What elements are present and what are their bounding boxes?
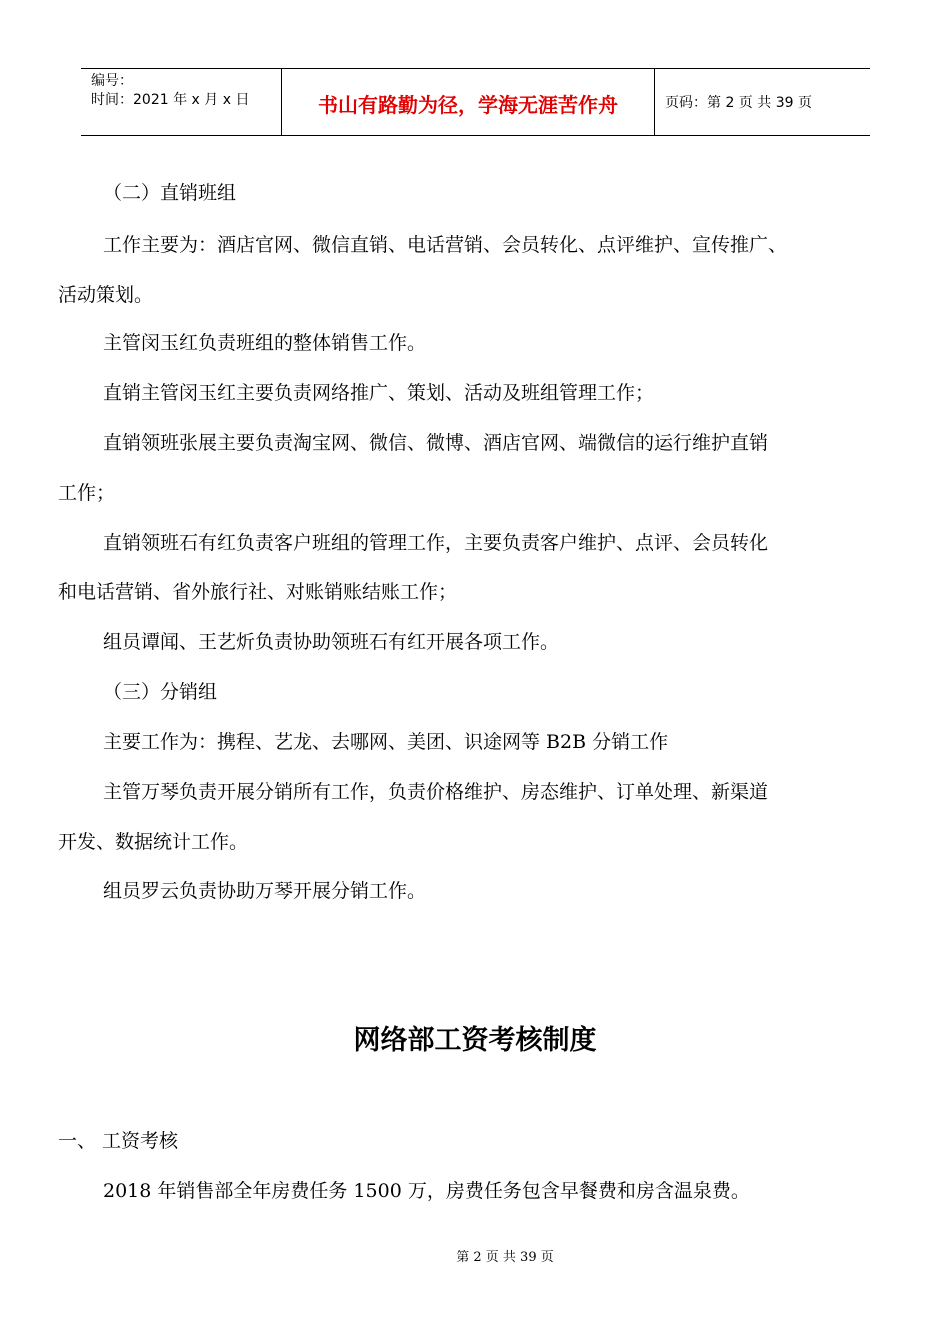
paragraph-line: 2018 年销售部全年房费任务 1500 万，房费任务包含早餐费和房含温泉费。 [103,1180,750,1202]
paragraph-line: 主管闵玉红负责班组的整体销售工作。 [103,332,427,354]
section-heading-salary: 一、 工资考核 [58,1130,179,1152]
header-page-info: 页码：第 2 页 共 39 页 [665,95,812,111]
paragraph-line: 主管万琴负责开展分销所有工作，负责价格维护、房态维护、订单处理、新渠道 [103,781,769,803]
document-date: 时间：2021 年 x 月 x 日 [91,92,250,108]
paragraph-line: 工作； [58,482,116,504]
paragraph-line: 工作主要为：酒店官网、微信直销、电话营销、会员转化、点评维护、宣传推广、 [103,234,788,256]
document-number-label: 编号： [91,73,133,89]
paragraph-line: 组员罗云负责协助万琴开展分销工作。 [103,880,427,902]
header-meta [81,69,282,135]
paragraph-line: 开发、数据统计工作。 [58,831,249,853]
paragraph-line: 和电话营销、省外旅行社、对账销账结账工作； [58,581,458,603]
paragraph-line: 组员谭闻、王艺炘负责协助领班石有红开展各项工作。 [103,631,560,653]
header-motto: 书山有路勤为径，学海无涯苦作舟 [282,69,655,135]
section-heading-distribution: （三）分销组 [103,681,218,703]
document-title: 网络部工资考核制度 [353,1025,597,1056]
section-heading-direct-sales: （二）直销班组 [103,182,237,204]
paragraph-line: 活动策划。 [58,284,154,306]
page-header [81,68,870,136]
paragraph-line: 直销主管闵玉红主要负责网络推广、策划、活动及班组管理工作； [103,382,655,404]
paragraph-line: 主要工作为：携程、艺龙、去哪网、美团、识途网等 B2B 分销工作 [103,731,669,753]
page-footer: 第 2 页 共 39 页 [456,1250,554,1265]
paragraph-line: 直销领班张展主要负责淘宝网、微信、微博、酒店官网、端微信的运行维护直销 [103,432,769,454]
paragraph-line: 直销领班石有红负责客户班组的管理工作，主要负责客户维护、点评、会员转化 [103,532,769,554]
